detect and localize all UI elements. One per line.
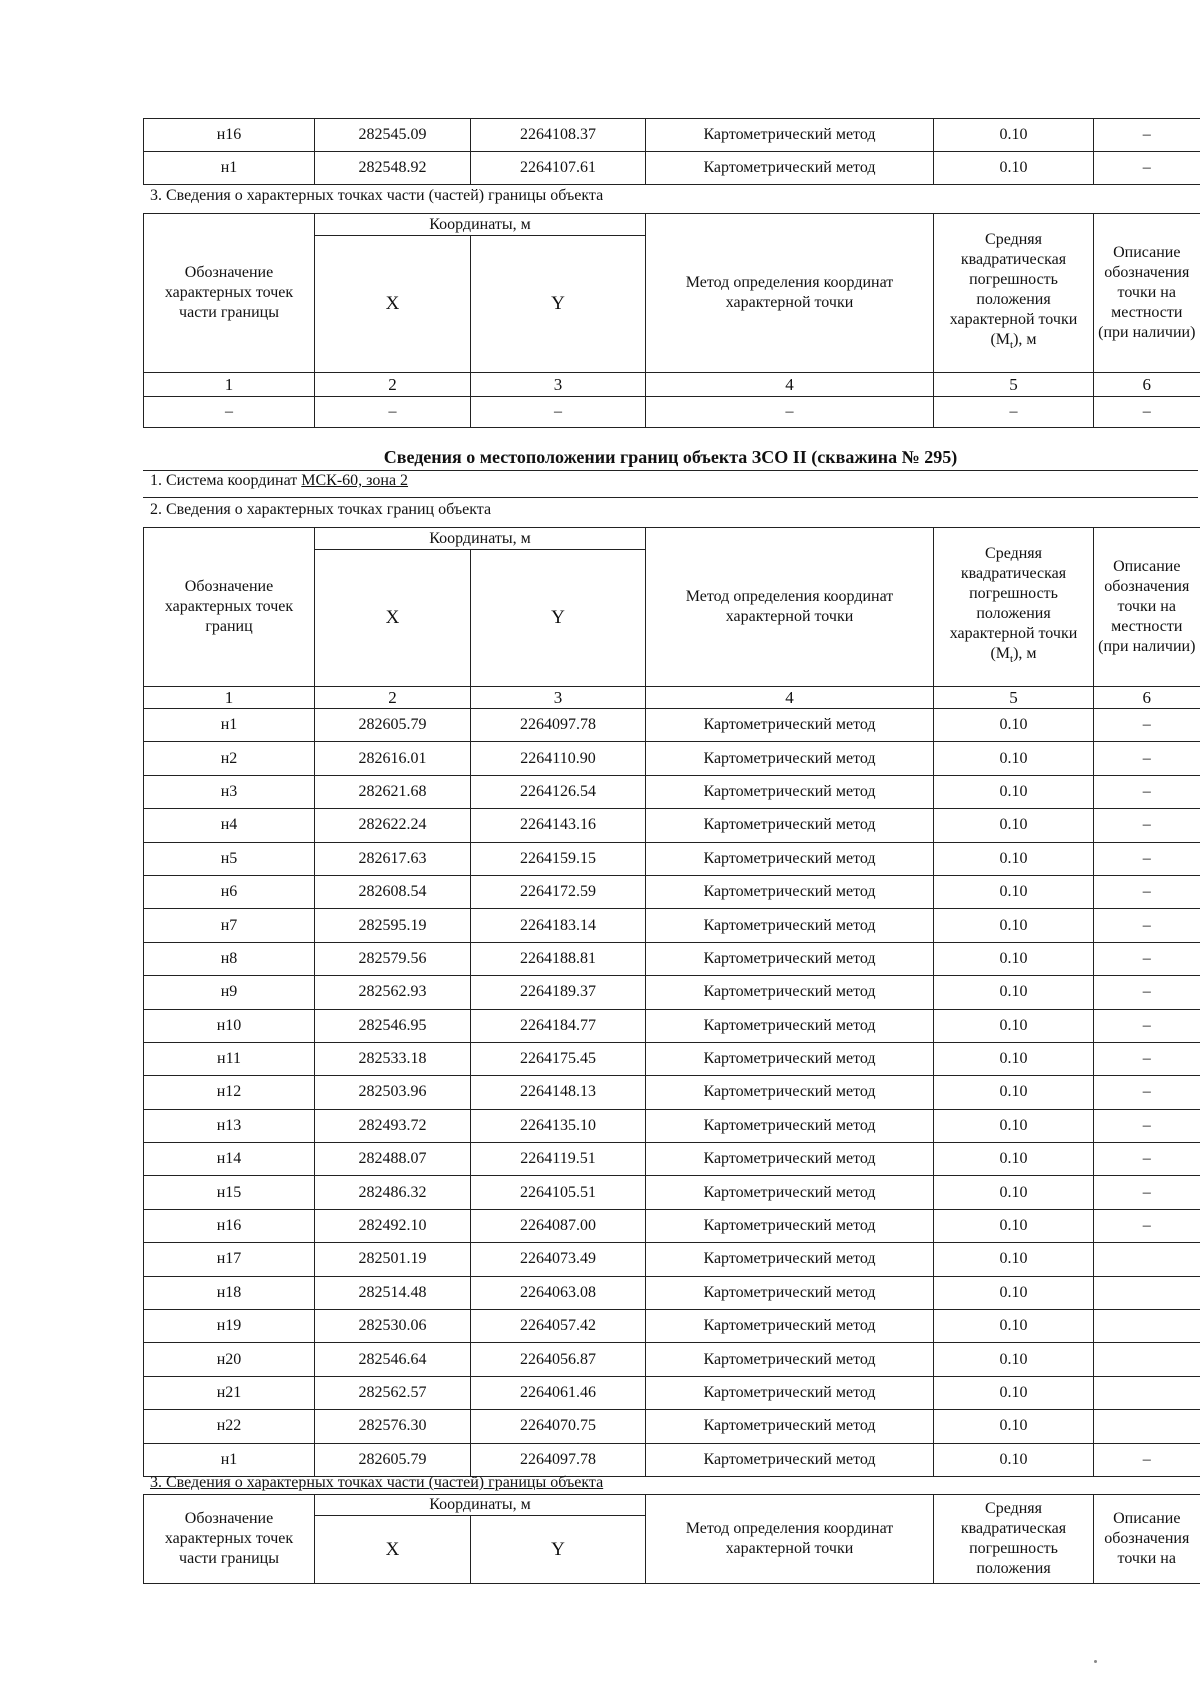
cell-y: 2264108.37 — [471, 119, 646, 152]
cell-error: 0.10 — [934, 842, 1094, 875]
table-row — [144, 1143, 1200, 1176]
column-number: 5 — [934, 687, 1094, 709]
cell-method: Картометрический метод — [646, 842, 934, 875]
cell-method: Картометрический метод — [646, 1143, 934, 1176]
cell-error: 0.10 — [934, 942, 1094, 975]
col-header-coords: Координаты, м — [315, 214, 646, 236]
column-number: 1 — [144, 373, 315, 397]
cell-desc — [1094, 1243, 1200, 1276]
column-number: 3 — [471, 687, 646, 709]
cell-method: Картометрический метод — [646, 1443, 934, 1476]
cell-point: н14 — [144, 1143, 315, 1176]
cell-y: 2264183.14 — [471, 909, 646, 942]
cell-y: 2264087.00 — [471, 1209, 646, 1242]
cell-y: 2264188.81 — [471, 942, 646, 975]
cell-desc: – — [1094, 1042, 1200, 1075]
cell-desc: – — [1094, 742, 1200, 775]
table-row — [144, 1042, 1200, 1075]
cell-y: 2264070.75 — [471, 1410, 646, 1443]
cell-error: 0.10 — [934, 1176, 1094, 1209]
cell-point: н8 — [144, 942, 315, 975]
table-row — [144, 1076, 1200, 1109]
table-row — [144, 1410, 1200, 1443]
cell-y: 2264143.16 — [471, 809, 646, 842]
cell-x: 282608.54 — [315, 875, 471, 908]
col-header-x: X — [315, 1516, 471, 1584]
section-heading-points: 2. Сведения о характерных точках границ объекта — [150, 501, 492, 518]
cell-error: 0.10 — [934, 152, 1094, 185]
cell-method: Картометрический метод — [646, 1076, 934, 1109]
cell-desc: – — [1094, 875, 1200, 908]
cell-x: 282605.79 — [315, 709, 471, 742]
table-row — [144, 1310, 1200, 1343]
top-continuation-table — [143, 118, 1200, 185]
cell-desc — [1094, 1376, 1200, 1409]
col-header-x: X — [315, 236, 471, 373]
cell-empty: – — [471, 397, 646, 428]
cell-x: 282616.01 — [315, 742, 471, 775]
cell-point: н17 — [144, 1243, 315, 1276]
cell-x: 282622.24 — [315, 809, 471, 842]
table-row — [144, 809, 1200, 842]
cell-method: Картометрический метод — [646, 809, 934, 842]
cell-error: 0.10 — [934, 1343, 1094, 1376]
table-row — [144, 1443, 1200, 1476]
column-number: 2 — [315, 687, 471, 709]
cell-y: 2264061.46 — [471, 1376, 646, 1409]
cell-y: 2264057.42 — [471, 1310, 646, 1343]
col-header-y: Y — [471, 1516, 646, 1584]
cell-y: 2264073.49 — [471, 1243, 646, 1276]
cell-error: 0.10 — [934, 1276, 1094, 1309]
cell-x: 282493.72 — [315, 1109, 471, 1142]
cell-error: 0.10 — [934, 1310, 1094, 1343]
col-header-desc: Описание обозначения точки на местности (при наличии) — [1094, 214, 1200, 373]
parts-table — [143, 213, 1200, 428]
cell-point: н16 — [144, 1209, 315, 1242]
cell-desc — [1094, 1410, 1200, 1443]
table-row — [144, 119, 1200, 152]
table-row — [144, 1276, 1200, 1309]
cell-x: 282545.09 — [315, 119, 471, 152]
cell-error: 0.10 — [934, 1109, 1094, 1142]
cell-error: 0.10 — [934, 976, 1094, 1009]
cell-x: 282501.19 — [315, 1243, 471, 1276]
cell-point: н11 — [144, 1042, 315, 1075]
cell-point: н4 — [144, 809, 315, 842]
cell-x: 282562.93 — [315, 976, 471, 1009]
cell-method: Картометрический метод — [646, 1343, 934, 1376]
cell-desc: – — [1094, 1209, 1200, 1242]
cell-desc — [1094, 1343, 1200, 1376]
cell-desc: – — [1094, 709, 1200, 742]
cell-x: 282530.06 — [315, 1310, 471, 1343]
cell-x: 282605.79 — [315, 1443, 471, 1476]
table-row — [144, 1109, 1200, 1142]
cell-error: 0.10 — [934, 1143, 1094, 1176]
cell-y: 2264107.61 — [471, 152, 646, 185]
cell-x: 282546.64 — [315, 1343, 471, 1376]
column-number: 6 — [1094, 687, 1200, 709]
cell-method: Картометрический метод — [646, 1276, 934, 1309]
column-number: 4 — [646, 373, 934, 397]
coord-system-value: МСК-60, зона 2 — [301, 472, 409, 489]
section-heading-parts-2: 3. Сведения о характерных точках части (частей) границы объекта — [150, 1474, 604, 1491]
cell-method: Картометрический метод — [646, 1009, 934, 1042]
cell-point: н3 — [144, 775, 315, 808]
cell-desc: – — [1094, 842, 1200, 875]
col-header-coords: Координаты, м — [315, 528, 646, 550]
cell-point: н18 — [144, 1276, 315, 1309]
cell-method: Картометрический метод — [646, 1176, 934, 1209]
cell-x: 282576.30 — [315, 1410, 471, 1443]
col-header-y: Y — [471, 236, 646, 373]
cell-desc: – — [1094, 1076, 1200, 1109]
col-header-method: Метод определения координат характерной точки — [646, 1495, 934, 1584]
cell-method: Картометрический метод — [646, 909, 934, 942]
cell-desc: – — [1094, 1443, 1200, 1476]
cell-empty: – — [934, 397, 1094, 428]
cell-desc: – — [1094, 1143, 1200, 1176]
cell-x: 282488.07 — [315, 1143, 471, 1176]
col-header-point: Обозначение характерных точек границ — [144, 528, 315, 687]
col-header-method: Метод определения координат характерной точки — [646, 528, 934, 687]
col-header-desc: Описание обозначения точки на — [1094, 1495, 1200, 1584]
cell-y: 2264063.08 — [471, 1276, 646, 1309]
cell-error: 0.10 — [934, 1076, 1094, 1109]
cell-y: 2264172.59 — [471, 875, 646, 908]
table-row — [144, 1376, 1200, 1409]
cell-x: 282595.19 — [315, 909, 471, 942]
col-header-error: Средняя квадратическая погрешность положения — [934, 1495, 1094, 1584]
cell-desc — [1094, 1276, 1200, 1309]
col-header-error: Средняя квадратическая погрешность положения характерной точки $(M_t)$, м — [934, 214, 1094, 373]
cell-y: 2264110.90 — [471, 742, 646, 775]
cell-empty: – — [1094, 397, 1200, 428]
cell-error: 0.10 — [934, 1243, 1094, 1276]
cell-method: Картометрический метод — [646, 709, 934, 742]
table-row — [144, 775, 1200, 808]
cell-error: 0.10 — [934, 1376, 1094, 1409]
cell-desc: – — [1094, 809, 1200, 842]
cell-point: н16 — [144, 119, 315, 152]
cell-error: 0.10 — [934, 1209, 1094, 1242]
cell-y: 2264097.78 — [471, 709, 646, 742]
parts-table-2 — [143, 1494, 1200, 1584]
cell-point: н6 — [144, 875, 315, 908]
col-header-coords: Координаты, м — [315, 1495, 646, 1516]
table-row — [144, 842, 1200, 875]
cell-point: н20 — [144, 1343, 315, 1376]
table-row — [144, 875, 1200, 908]
cell-method: Картометрический метод — [646, 1310, 934, 1343]
cell-error: 0.10 — [934, 742, 1094, 775]
cell-error: 0.10 — [934, 1410, 1094, 1443]
cell-method: Картометрический метод — [646, 942, 934, 975]
cell-error: 0.10 — [934, 709, 1094, 742]
cell-x: 282546.95 — [315, 1009, 471, 1042]
cell-error: 0.10 — [934, 775, 1094, 808]
cell-desc — [1094, 1310, 1200, 1343]
cell-x: 282514.48 — [315, 1276, 471, 1309]
table-row — [144, 709, 1200, 742]
cell-method: Картометрический метод — [646, 1042, 934, 1075]
object-title: Сведения о местоположении границ объекта ЗСО II (скважина № 295) — [383, 447, 958, 467]
cell-y: 2264159.15 — [471, 842, 646, 875]
cell-error: 0.10 — [934, 1443, 1094, 1476]
cell-method: Картометрический метод — [646, 875, 934, 908]
cell-method: Картометрический метод — [646, 1243, 934, 1276]
cell-method: Картометрический метод — [646, 976, 934, 1009]
cell-method: Картометрический метод — [646, 742, 934, 775]
coord-system-label: 1. Система координат — [150, 472, 298, 489]
cell-error: 0.10 — [934, 875, 1094, 908]
cell-x: 282579.56 — [315, 942, 471, 975]
cell-y: 2264184.77 — [471, 1009, 646, 1042]
table-row — [144, 1176, 1200, 1209]
col-header-point: Обозначение характерных точек части границы — [144, 1495, 315, 1584]
cell-x: 282621.68 — [315, 775, 471, 808]
cell-method: Картометрический метод — [646, 152, 934, 185]
cell-point: н22 — [144, 1410, 315, 1443]
column-number: 2 — [315, 373, 471, 397]
col-header-y: Y — [471, 550, 646, 687]
cell-y: 2264189.37 — [471, 976, 646, 1009]
col-header-error: Средняя квадратическая погрешность положения характерной точки $(M_t)$, м — [934, 528, 1094, 687]
table-row — [144, 1343, 1200, 1376]
cell-desc: – — [1094, 775, 1200, 808]
cell-desc: – — [1094, 1176, 1200, 1209]
table-row — [144, 976, 1200, 1009]
cell-error: 0.10 — [934, 1042, 1094, 1075]
cell-error: 0.10 — [934, 809, 1094, 842]
column-number: 5 — [934, 373, 1094, 397]
cell-y: 2264148.13 — [471, 1076, 646, 1109]
cell-desc: – — [1094, 1009, 1200, 1042]
table-row — [144, 152, 1200, 185]
cell-point: н2 — [144, 742, 315, 775]
cell-x: 282533.18 — [315, 1042, 471, 1075]
cell-point: н7 — [144, 909, 315, 942]
cell-desc: – — [1094, 976, 1200, 1009]
table-row — [144, 909, 1200, 942]
cell-empty: – — [144, 397, 315, 428]
cell-x: 282617.63 — [315, 842, 471, 875]
cell-method: Картометрический метод — [646, 119, 934, 152]
cell-desc: – — [1094, 152, 1200, 185]
cell-x: 282503.96 — [315, 1076, 471, 1109]
cell-y: 2264126.54 — [471, 775, 646, 808]
cell-method: Картометрический метод — [646, 1410, 934, 1443]
points-table — [143, 527, 1200, 1477]
cell-x: 282492.10 — [315, 1209, 471, 1242]
cell-error: 0.10 — [934, 1009, 1094, 1042]
cell-point: н19 — [144, 1310, 315, 1343]
cell-x: 282486.32 — [315, 1176, 471, 1209]
cell-y: 2264175.45 — [471, 1042, 646, 1075]
cell-point: н15 — [144, 1176, 315, 1209]
cell-y: 2264105.51 — [471, 1176, 646, 1209]
column-number: 3 — [471, 373, 646, 397]
coord-system — [150, 472, 408, 490]
section-heading-parts: 3. Сведения о характерных точках части (частей) границы объекта — [150, 187, 604, 204]
cell-error: 0.10 — [934, 909, 1094, 942]
column-number: 1 — [144, 687, 315, 709]
table-row — [144, 1243, 1200, 1276]
cell-x: 282548.92 — [315, 152, 471, 185]
cell-method: Картометрический метод — [646, 775, 934, 808]
cell-point: н21 — [144, 1376, 315, 1409]
cell-point: н9 — [144, 976, 315, 1009]
cell-desc: – — [1094, 119, 1200, 152]
col-header-method: Метод определения координат характерной точки — [646, 214, 934, 373]
cell-empty: – — [646, 397, 934, 428]
col-header-x: X — [315, 550, 471, 687]
table-row — [144, 1209, 1200, 1242]
cell-error: 0.10 — [934, 119, 1094, 152]
cell-point: н10 — [144, 1009, 315, 1042]
cell-point: н1 — [144, 1443, 315, 1476]
cell-method: Картометрический метод — [646, 1209, 934, 1242]
cell-method: Картометрический метод — [646, 1109, 934, 1142]
cell-method: Картометрический метод — [646, 1376, 934, 1409]
cell-empty: – — [315, 397, 471, 428]
cell-point: н1 — [144, 709, 315, 742]
cell-point: н13 — [144, 1109, 315, 1142]
column-number: 4 — [646, 687, 934, 709]
column-number: 6 — [1094, 373, 1200, 397]
cell-x: 282562.57 — [315, 1376, 471, 1409]
cell-y: 2264119.51 — [471, 1143, 646, 1176]
cell-desc: – — [1094, 1109, 1200, 1142]
cell-point: н1 — [144, 152, 315, 185]
table-row — [144, 742, 1200, 775]
cell-y: 2264135.10 — [471, 1109, 646, 1142]
cell-point: н12 — [144, 1076, 315, 1109]
cell-desc: – — [1094, 909, 1200, 942]
cell-y: 2264097.78 — [471, 1443, 646, 1476]
col-header-desc: Описание обозначения точки на местности (при наличии) — [1094, 528, 1200, 687]
cell-desc: – — [1094, 942, 1200, 975]
cell-point: н5 — [144, 842, 315, 875]
table-row — [144, 942, 1200, 975]
col-header-point: Обозначение характерных точек части границы — [144, 214, 315, 373]
table-row — [144, 1009, 1200, 1042]
cell-y: 2264056.87 — [471, 1343, 646, 1376]
